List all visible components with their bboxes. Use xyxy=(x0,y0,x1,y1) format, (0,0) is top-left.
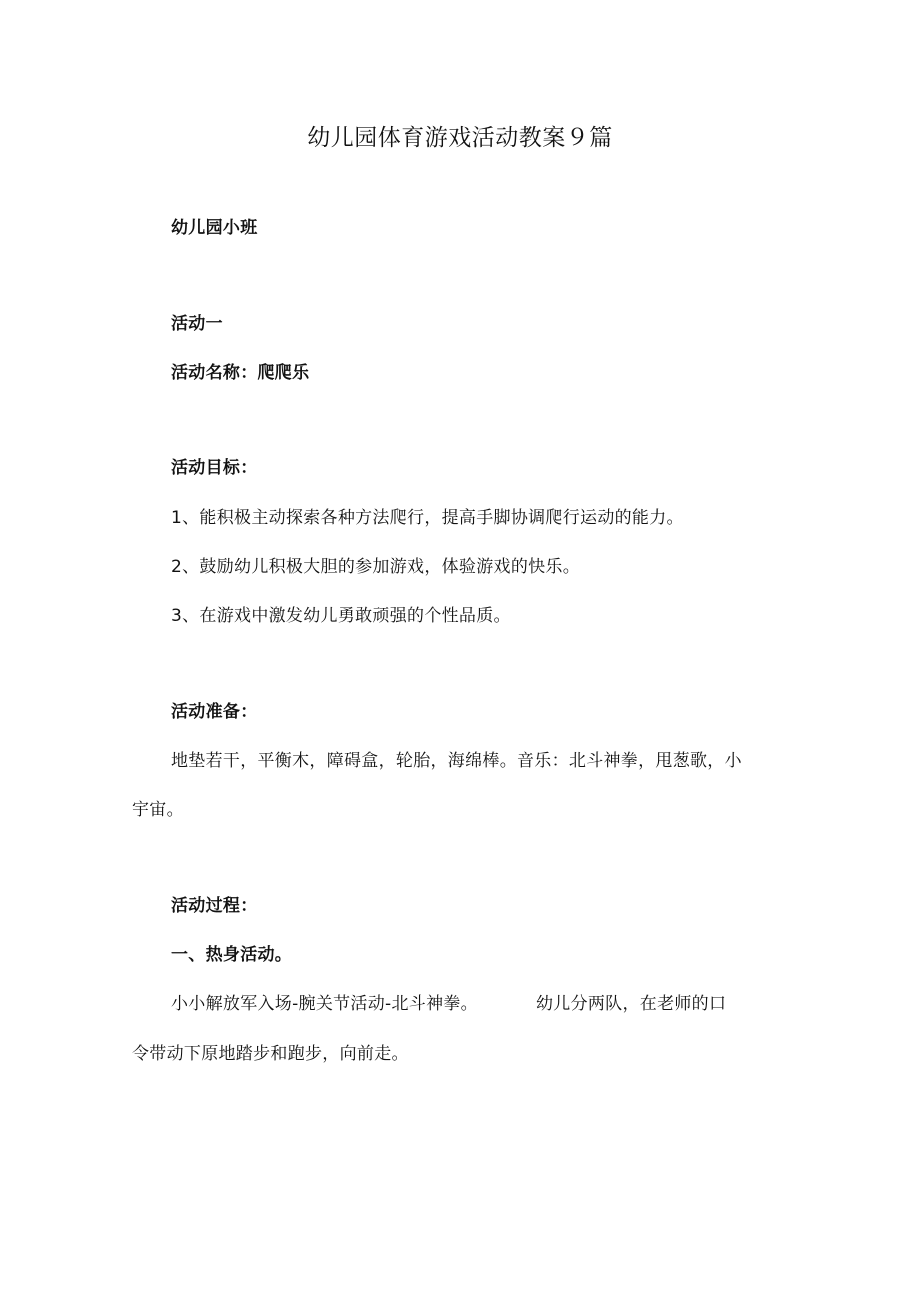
warmup-text-line-2: 令带动下原地踏步和跑步，向前走。 xyxy=(132,1044,409,1064)
process-heading: 活动过程： xyxy=(171,896,258,916)
goal-item-2: 2、鼓励幼儿积极大胆的参加游戏，体验游戏的快乐。 xyxy=(171,557,581,577)
preparation-text-line-2: 宇宙。 xyxy=(132,800,184,820)
document-title: 幼儿园体育游戏活动教案９篇 xyxy=(307,125,613,151)
warmup-text-line-1 xyxy=(171,993,726,1015)
warmup-heading: 一、热身活动。 xyxy=(171,945,293,965)
warmup-text-part-2: 幼儿分两队，在老师的口 xyxy=(535,994,727,1014)
goal-item-1: 1、能积极主动探索各种方法爬行，提高手脚协调爬行运动的能力。 xyxy=(171,508,684,528)
preparation-text-line-1: 地垫若干，平衡木，障碍盒，轮胎，海绵棒。音乐：北斗神拳，甩葱歌，小 xyxy=(171,751,742,771)
activity-label: 活动一 xyxy=(171,314,223,334)
activity-name: 活动名称：爬爬乐 xyxy=(171,363,310,383)
preparation-heading: 活动准备： xyxy=(171,702,258,722)
goals-heading: 活动目标： xyxy=(171,458,258,478)
warmup-text-part-1: 小小解放军入场-腕关节活动-北斗神拳。 xyxy=(171,994,478,1014)
goal-item-3: 3、在游戏中激发幼儿勇敢顽强的个性品质。 xyxy=(171,606,511,626)
class-level-heading: 幼儿园小班 xyxy=(171,218,258,238)
